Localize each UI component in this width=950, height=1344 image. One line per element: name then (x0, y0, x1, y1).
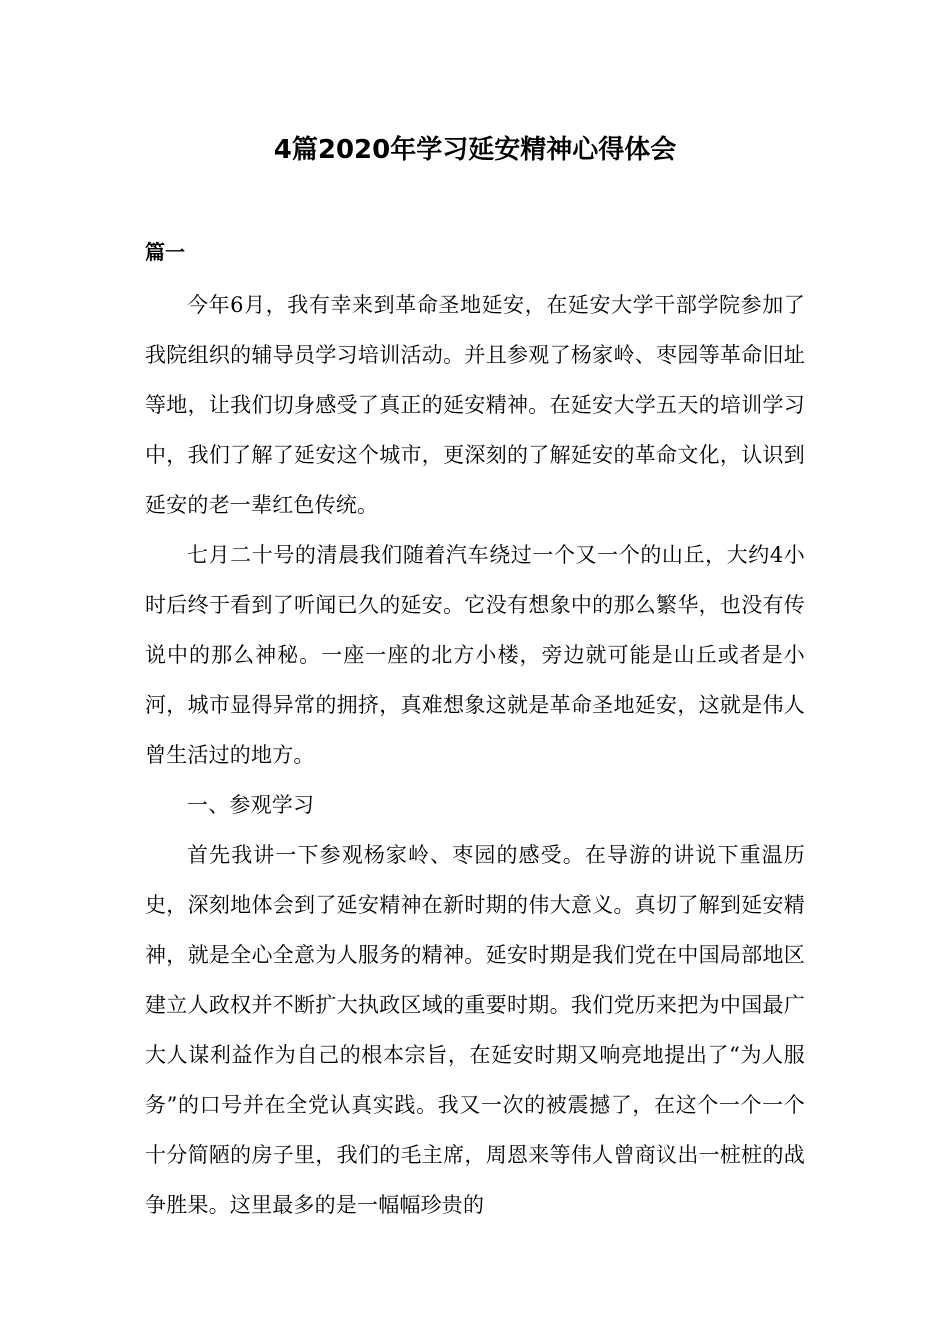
paragraph: 首先我讲一下参观杨家岭、枣园的感受。在导游的讲说下重温历史，深刻地体会到了延安精神在新时期的伟大意义。真切了解到延安精神，就是全心全意为人服务的精神。延安时期是我们党在中国局部地区建立人政权并不断扩大执政区域的重要时期。我们党历来把为中国最广大人谋利益作为自己的根本宗旨，在延安时期又响亮地提出了“为人服务”的口号并在全党认真实践。我又一次的被震撼了，在这个一个一个十分简陋的房子里，我们的毛主席，周恩来等伟人曾商议出一桩桩的战争胜果。这里最多的是一幅幅珍贵的 (145, 843, 805, 1217)
section-heading: 篇一 (145, 240, 185, 264)
paragraph: 今年6月，我有幸来到革命圣地延安，在延安大学干部学院参加了我院组织的辅导员学习培训活动。并且参观了杨家岭、枣园等革命旧址等地，让我们切身感受了真正的延安精神。在延安大学五天的培训学习中，我们了解了延安这个城市，更深刻的了解延安的革命文化，认识到延安的老一辈红色传统。 (145, 293, 805, 517)
document-body (145, 280, 805, 1230)
paragraph: 七月二十号的清晨我们随着汽车绕过一个又一个的山丘，大约4小时后终于看到了听闻已久的延安。它没有想象中的那么繁华，也没有传说中的那么神秘。一座一座的北方小楼，旁边就可能是山丘或者是小河，城市显得异常的拥挤，真难想象这就是革命圣地延安，这就是伟人曾生活过的地方。 (145, 543, 805, 767)
subsection-heading: 一、参观学习 (187, 793, 315, 817)
document-title: 4篇2020年学习延安精神心得体会 (273, 135, 677, 165)
